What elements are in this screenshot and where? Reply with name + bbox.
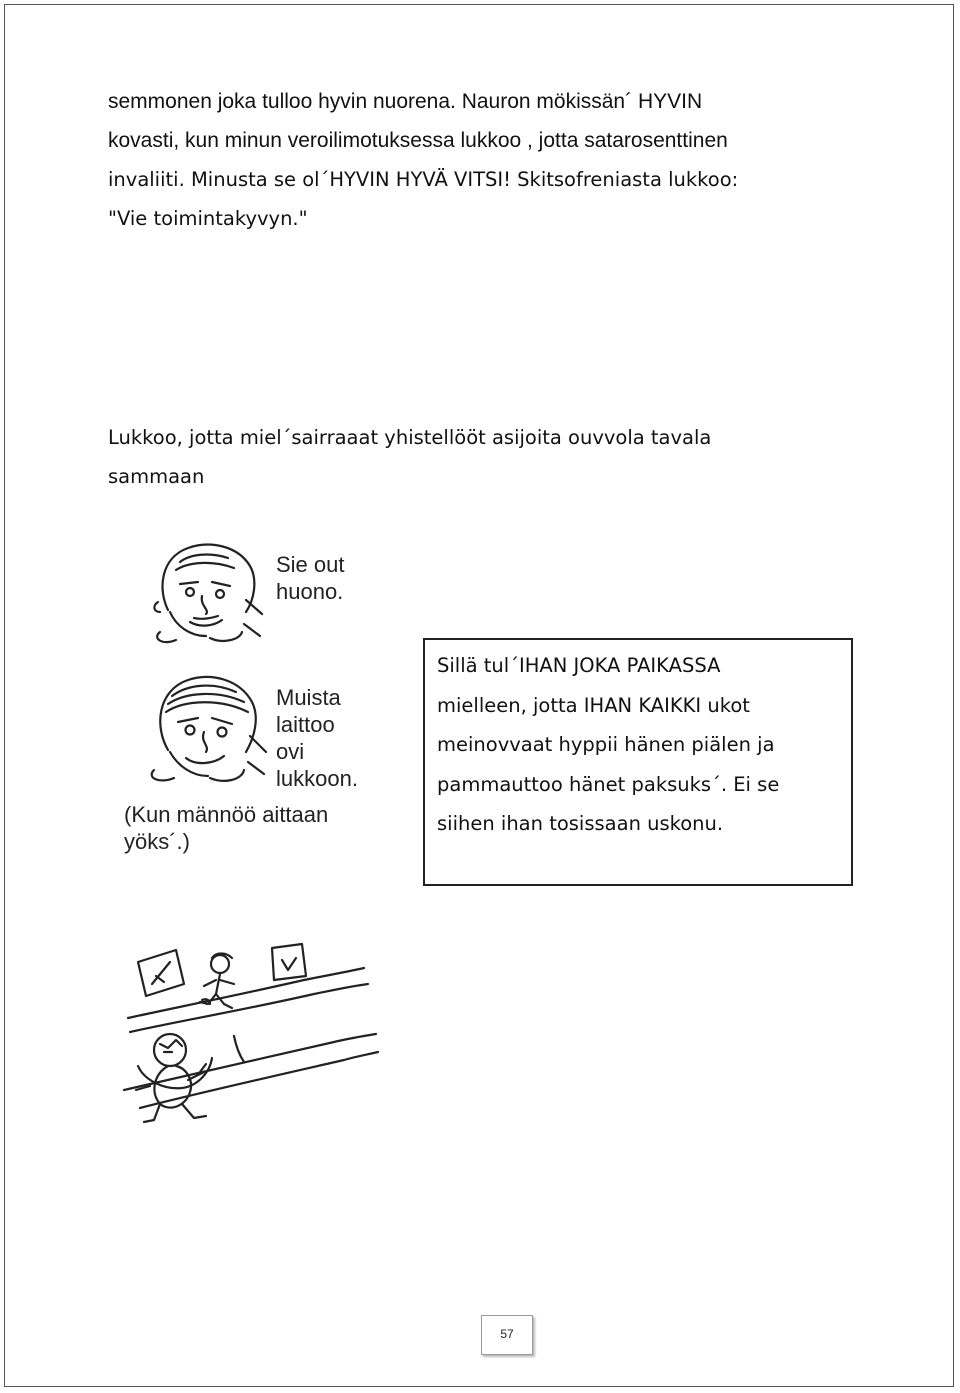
face-sketch-2: [148, 670, 270, 785]
sketch-caption-1: [276, 551, 345, 605]
text-line: kovasti, kun minun veroilimotuksessa lukkoo , jotta satarosenttinen: [108, 129, 728, 152]
caption-line: Muista: [276, 685, 341, 710]
paragraph-2: [108, 418, 888, 496]
text-line: sammaan: [108, 465, 205, 488]
caption-line: Sie out: [276, 552, 345, 577]
quote-line: siihen ihan tosissaan uskonu.: [437, 812, 724, 835]
running-figures-sketch: [124, 940, 380, 1140]
face-sketch-1: [150, 540, 270, 645]
caption-line: ovi: [276, 739, 305, 764]
quote-line: mielleen, jotta IHAN KAIKKI ukot: [437, 693, 750, 717]
text-line: "Vie toimintakyvyn.": [108, 207, 308, 230]
quote-line: meinovvaat hyppii hänen piälen ja: [437, 733, 775, 756]
sketch-caption-3: [124, 801, 328, 855]
text-line: Lukkoo, jotta miel´sairraaat yhistellööt asijoita ouvvola tavala: [108, 426, 712, 449]
page-number: 57: [500, 1327, 514, 1341]
caption-line: yöks´.): [124, 829, 190, 854]
caption-line: (Kun männöö aittaan: [124, 802, 329, 827]
quote-line: pammauttoo hänet paksuks´. Ei se: [437, 772, 780, 796]
quote-box: [423, 638, 853, 886]
text-line: semmonen joka tulloo hyvin nuorena. Nauron mökissän´ HYVIN: [108, 90, 703, 113]
quote-line: Sillä tul´IHAN JOKA PAIKASSA: [437, 654, 721, 677]
caption-line: lukkoon.: [276, 766, 358, 791]
caption-line: laittoo: [276, 712, 335, 737]
text-line: invaliiti. Minusta se ol´HYVIN HYVÄ VITSI! Skitsofreniasta lukkoo:: [108, 168, 739, 191]
caption-line: huono.: [276, 579, 344, 604]
sketch-caption-2: [276, 684, 358, 792]
paragraph-1: [108, 82, 888, 238]
page-number-box: [481, 1315, 533, 1355]
quote-text: [437, 646, 845, 844]
